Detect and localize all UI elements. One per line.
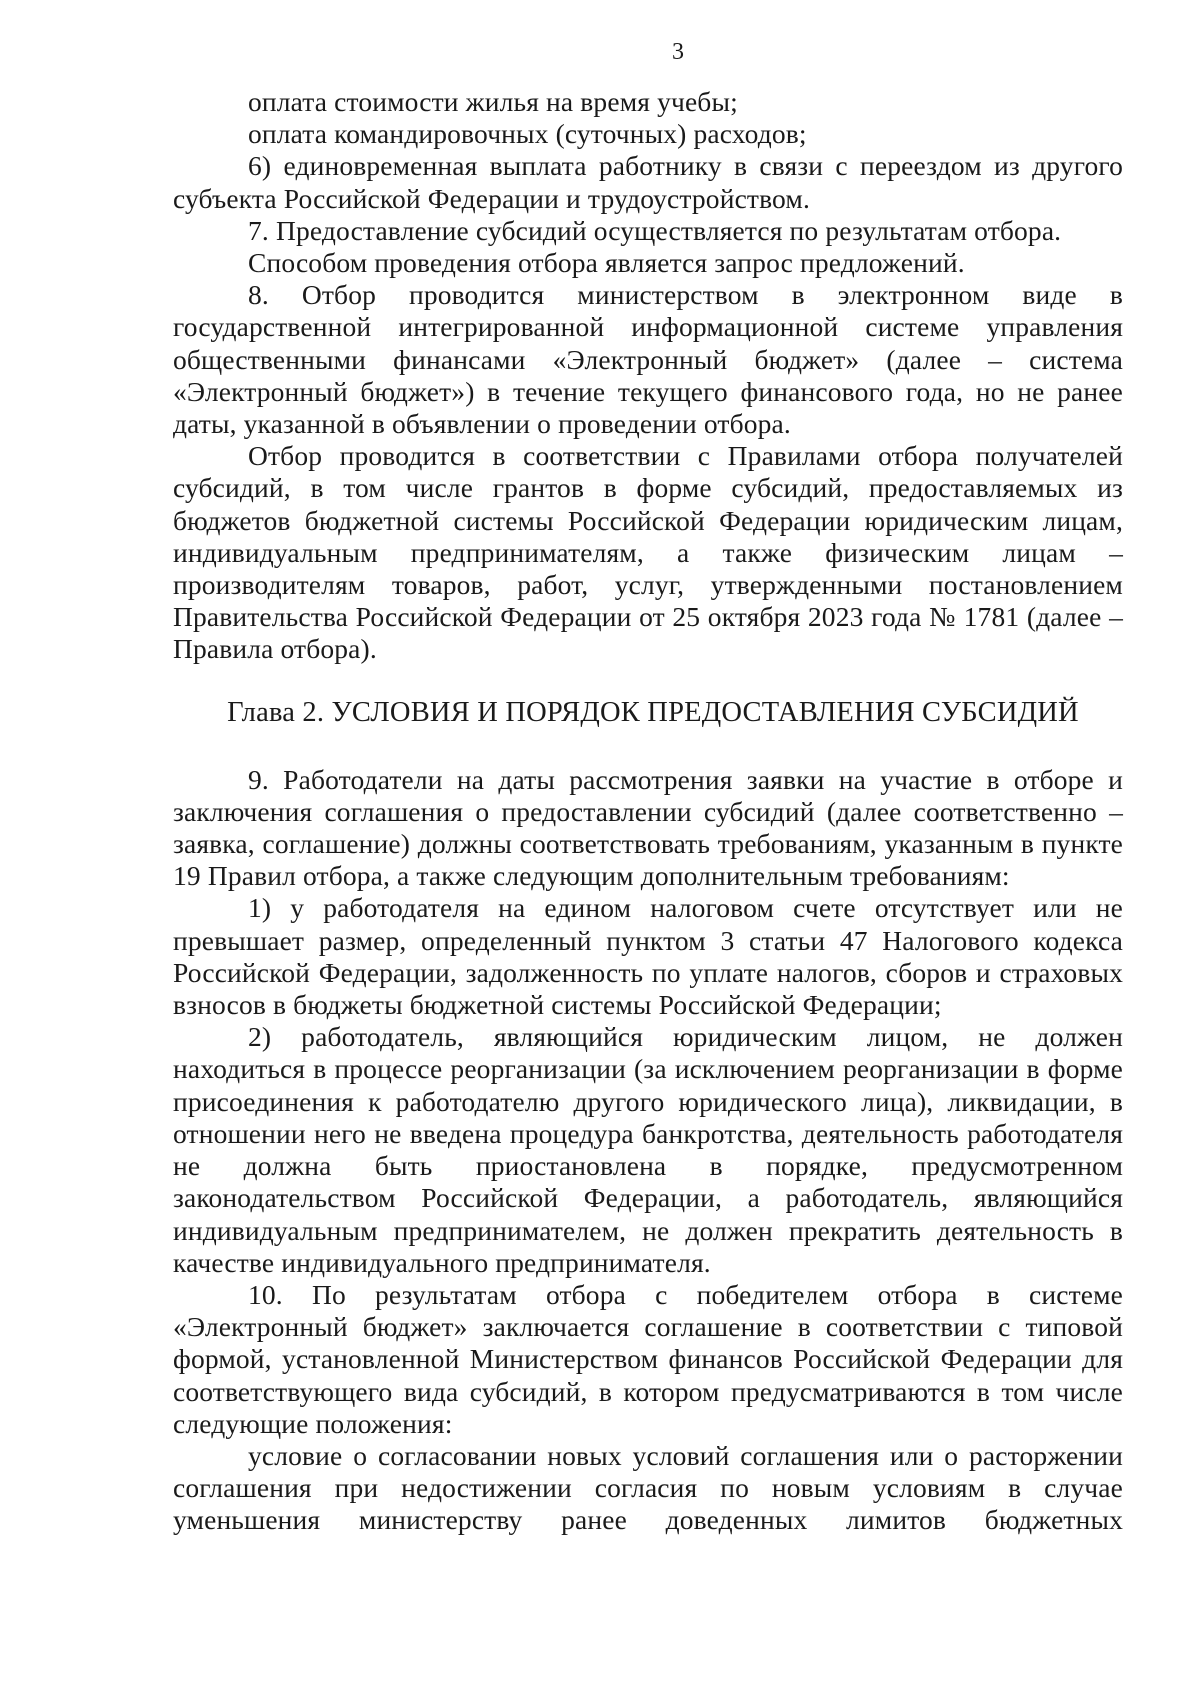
- paragraph: оплата стоимости жилья на время учебы;: [248, 86, 738, 117]
- paragraph: 7. Предоставление субсидий осуществляется по результатам отбора.: [248, 214, 1062, 246]
- paragraph: Способом проведения отбора является запрос предложений.: [248, 247, 965, 279]
- paragraph: 8. Отбор проводится министерством в электронном виде в государственной интегрированной информационной системе управления общественными финансами «Электронный бюджет» (далее – система «Электронный бюджет») в течение текущего финансового года, но не ранее даты, указанной в объявлении о проведении отбора.: [173, 279, 1123, 440]
- chapter-heading: Глава 2. УСЛОВИЯ И ПОРЯДОК ПРЕДОСТАВЛЕНИЯ СУБСИДИЙ: [227, 696, 1079, 728]
- paragraph: 6) единовременная выплата работнику в связи с переездом из другого субъекта Российской Федерации и трудоустройством.: [173, 150, 1123, 214]
- paragraph: 10. По результатам отбора с победителем отбора в системе «Электронный бюджет» заключается соглашение в соответствии с типовой формой, установленной Министерством финансов Российской Федерации для соответствующего вида субсидий, в котором предусматриваются в том числе следующие положения:: [173, 1278, 1123, 1439]
- document-page: [173, 40, 1123, 1537]
- paragraph: 2) работодатель, являющийся юридическим лицом, не должен находиться в процессе реорганизации (за исключением реорганизации в форме присоединения к работодателю другого юридического лица), ликвидации, в отношении него не введена процедура банкротства, деятельность работодателя не должна быть приостановлена в порядке, предусмотренном законодательством Российской Федерации, а работодатель, являющийся индивидуальным предпринимателем, не должен прекратить деятельность в качестве индивидуального предпринимателя.: [173, 1021, 1123, 1278]
- paragraph: оплата командировочных (суточных) расходов;: [248, 118, 807, 150]
- paragraph: 9. Работодатели на даты рассмотрения заявки на участие в отборе и заключения соглашения о предоставлении субсидий (далее соответственно – заявка, соглашение) должны соответствовать требованиям, указанным в пункте 19 Правил отбора, а также следующим дополнительным требованиям:: [173, 763, 1123, 892]
- page-number: 3: [672, 39, 684, 65]
- paragraph: Отбор проводится в соответствии с Правилами отбора получателей субсидий, в том числе грантов в форме субсидий, предоставляемых из бюджетов бюджетной системы Российской Федерации юридическим лицам, индивидуальным предпринимателям, а также физическим лицам – производителям товаров, работ, услуг, утвержденными постановлением Правительства Российской Федерации от 25 октября 2023 года № 1781 (далее – Правила отбора).: [173, 440, 1123, 665]
- paragraph: условие о согласовании новых условий соглашения или о расторжении соглашения при недостижении согласия по новым условиям в случае уменьшения министерству ранее доведенных лимитов бюджетных: [173, 1439, 1123, 1536]
- paragraph: 1) у работодателя на едином налоговом счете отсутствует или не превышает размер, определенный пунктом 3 статьи 47 Налогового кодекса Российской Федерации, задолженность по уплате налогов, сборов и страховых взносов в бюджеты бюджетной системы Российской Федерации;: [173, 892, 1123, 1021]
